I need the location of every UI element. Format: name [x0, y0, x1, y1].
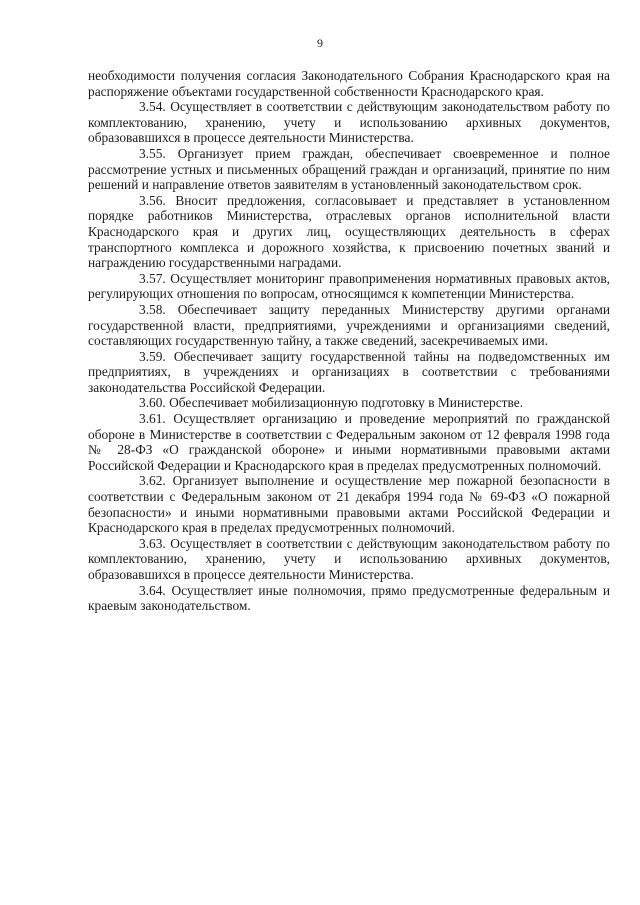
- paragraph-3-60: 3.60. Обеспечивает мобилизационную подготовку в Министерстве.: [139, 395, 524, 411]
- paragraph-3-59: 3.59. Обеспечивает защиту государственной тайны на подведомственных им предприятиях, в учреждениях и организациях в соответствии с требованиями законодательства Российской Федерации.: [88, 348, 610, 395]
- paragraph-3-63: 3.63. Осуществляет в соответствии с действующим законодательством работу по комплектованию, хранению, учету и использованию архивных документов, образовавшихся в процессе деятельности Министерства.: [88, 535, 610, 582]
- paragraph-3-64: 3.64. Осуществляет иные полномочия, прямо предусмотренные федеральным и краевым законодательством.: [88, 582, 610, 614]
- paragraph-3-54: 3.54. Осуществляет в соответствии с действующим законодательством работу по комплектованию, хранению, учету и использованию архивных документов, образовавшихся в процессе деятельности Министерства.: [88, 99, 610, 146]
- paragraph-continuation: необходимости получения согласия Законодательного Собрания Краснодарского края на распоряжение объектами государственной собственности Краснодарского края.: [88, 68, 610, 99]
- document-body: [88, 68, 610, 614]
- paragraph-3-55: 3.55. Организует прием граждан, обеспечивает своевременное и полное рассмотрение устных и письменных обращений граждан и организаций, принятие по ним решений и направление ответов заявителям в установленный законодательством срок.: [88, 145, 610, 193]
- page-number: 9: [317, 36, 323, 50]
- paragraph-3-62: 3.62. Организует выполнение и осуществление мер пожарной безопасности в соответствии с Федеральным законом от 21 декабря 1994 года № 69-ФЗ «О пожарной безопасности» и иными нормативными правовыми актами Российской Федерации и Краснодарского края в пределах предусмотренных полномочий.: [88, 473, 610, 536]
- paragraph-3-56: 3.56. Вносит предложения, согласовывает и представляет в установленном порядке работников Министерства, отраслевых органов исполнительной власти Краснодарского края и других лиц, осуществляющих деятельность в сферах транспортного комплекса и дорожного хозяйства, к присвоению почетных званий и награждению государственными наградами.: [88, 192, 610, 271]
- paragraph-3-61: 3.61. Осуществляет организацию и проведение мероприятий по гражданской обороне в Министерстве в соответствии с Федеральным законом от 12 февраля 1998 года № 28-ФЗ «О гражданской обороне» и иными нормативными правовыми актами Российской Федерации и Краснодарского края в пределах предусмотренных полномочий.: [88, 411, 610, 473]
- paragraph-3-57: 3.57. Осуществляет мониторинг правоприменения нормативных правовых актов, регулирующих отношения по вопросам, относящимся к компетенции Министерства.: [88, 270, 610, 302]
- paragraph-3-58: 3.58. Обеспечивает защиту переданных Министерству другими органами государственной власти, предприятиями, учреждениями и организациями сведений, составляющих государственную тайну, а также сведений, засекречиваемых ими.: [88, 301, 610, 349]
